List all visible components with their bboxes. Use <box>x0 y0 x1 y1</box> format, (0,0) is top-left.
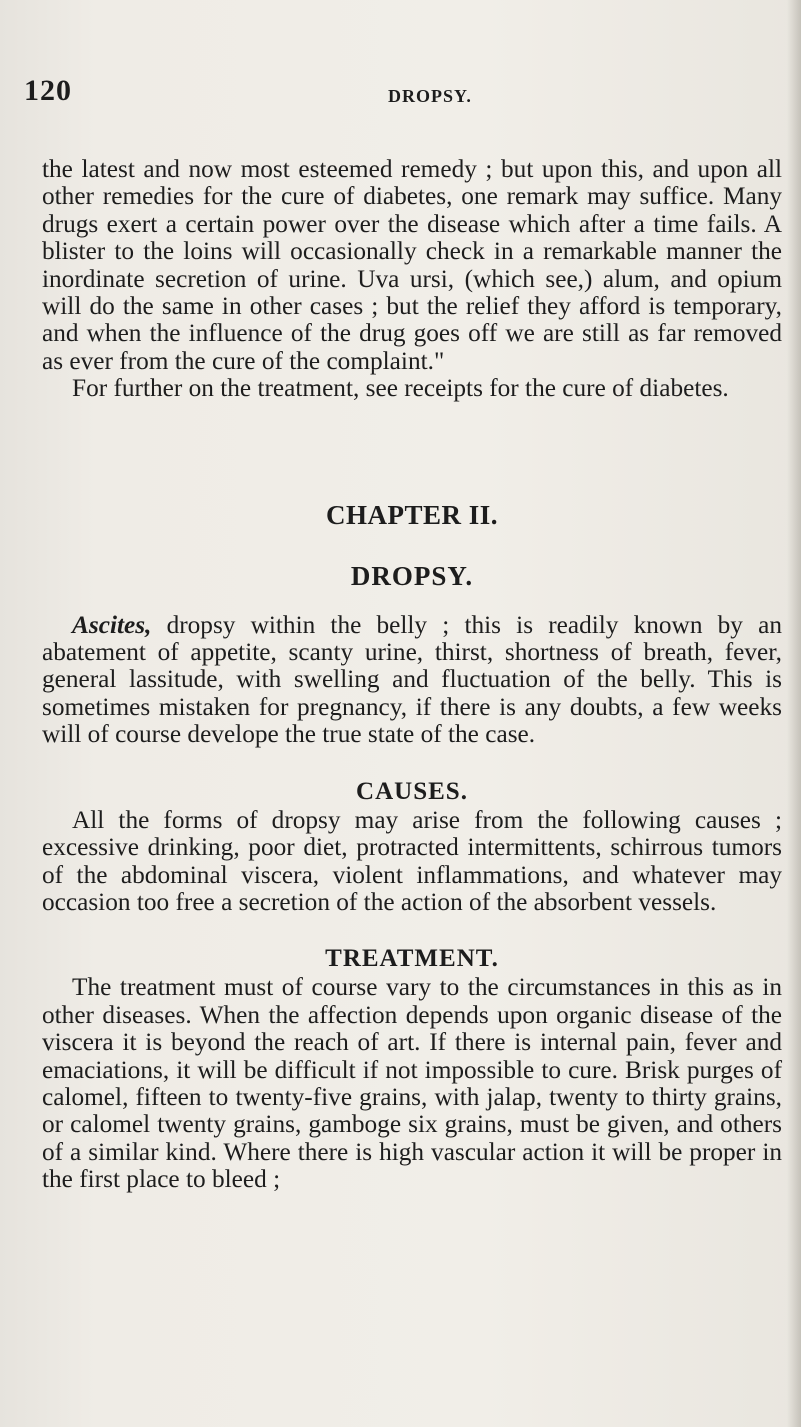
ascites-text: dropsy within the belly ; this is readily known by an abatement of appetite, scanty urine, thirst, shortness of breath, fever, general lassitude, with swelling and fluctuation of the belly. This is sometimes mistaken for pregnancy, if there is any doubts, a few weeks will of course develope the true state of the case. <box>42 610 782 749</box>
page-edge-shadow <box>787 0 801 1427</box>
paragraph-remedies: the latest and now most esteemed remedy ; but upon this, and upon all other remedies for the cure of diabetes, one remark may suffice. Many drugs exert a certain power over the disease which after a time fails. A blister to the loins will occasionally check in a remarkable manner the inordinate secretion of urine. Uva ursi, (which see,) alum, and opium will do the same in other cases ; but the relief they afford is temporary, and when the influence of the drug goes off we are still as far removed as ever from the cure of the complaint." <box>42 155 782 375</box>
paragraph-further-treatment: For further on the treatment, see receipts for the cure of diabetes. <box>72 374 729 403</box>
paragraph-ascites <box>42 612 782 749</box>
paragraph-causes: All the forms of dropsy may arise from the following causes ; excessive drinking, poor diet, protracted intermittents, schirrous tumors of the abdominal viscera, violent inflammations, and whatever may occasion too free a secretion of the action of the absorbent vessels. <box>42 805 782 916</box>
treatment-heading: TREATMENT. <box>325 945 499 973</box>
running-head: DROPSY. <box>388 86 472 106</box>
page-header <box>24 74 771 124</box>
ascites-term: Ascites, <box>72 610 152 639</box>
chapter-title: DROPSY. <box>350 560 474 591</box>
causes-heading: CAUSES. <box>356 777 468 805</box>
page-number: 120 <box>24 74 72 107</box>
paragraph-treatment: The treatment must of course vary to the circumstances in this as in other diseases. When the affection depends upon organic disease of the viscera it is beyond the reach of art. If there is internal pain, fever and emaciations, it will be difficult if not impossible to cure. Brisk purges of calomel, fifteen to twenty-five grains, with jalap, twenty to thirty grains, or calomel twenty grains, gamboge six grains, must be given, and others of a similar kind. Where there is high vascular action it will be proper in the first place to bleed ; <box>42 973 782 1194</box>
chapter-heading: CHAPTER II. <box>325 499 499 530</box>
page-body <box>42 156 782 1194</box>
